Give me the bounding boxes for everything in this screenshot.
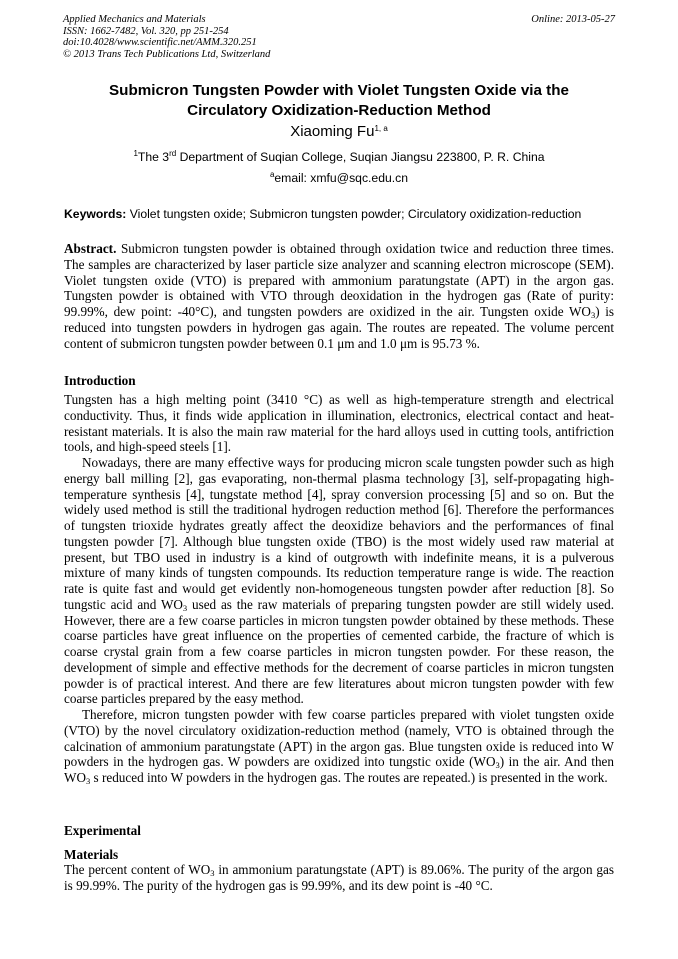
author-name: Xiaoming Fu [290,123,375,140]
introduction-body [64,392,614,786]
intro-paragraph-3 [64,707,614,786]
paper-title [60,81,618,121]
online-date: Online: 2013-05-27 [531,14,615,25]
affiliation [60,149,618,165]
affil-ordinal: rd [169,149,177,158]
intro-p2-text-b: used as the raw materials of preparing tungsten powder are still widely used. However, there are a few coarse particles in micron tungsten powder obtained by these methods. These coarse particles have great influence on the properties of cemented carbide, the fracture of which is coarse crystal grain from a few coarse particles in micron tungsten powder. For these reason, the development of simple and effective methods for the decrement of coarse particles in micron tungsten powder is of practical interest. And there are few literatures about micron tungsten powder with few coarse particles prepared by the easy method. [64,596,615,707]
affil-marker: 1 [133,149,138,158]
abstract-text-2: ) is reduced into tungsten powders in hydrogen gas again. The routes are repeated. The volume percent content of submicron tungsten powder between 0.1 μm and 1.0 μm is 95.73 %. [64,304,614,351]
materials-sub: 3 [210,868,215,878]
materials-body [64,862,614,894]
email-marker: a [269,170,275,179]
intro-paragraph-1: Tungsten has a high melting point (3410 °C) as well as high-temperature strength and electrical conductivity. Thus, it finds wide application in illumination, electronics, electrical contact and heat-resistant materials. It is also the main raw material for the hard alloys used in cutting tools, antifriction tools, and high-speed steels [1]. [64,392,614,455]
intro-p2-text-a: Nowadays, there are many effective ways for producing micron scale tungsten powder such as high energy ball milling [2], gas evaporating, non-thermal plasma technology [3], self-propagating high-temperature synthesis [4], tungstate method [4], spray conversion processing [5] and so on. But the widely used method is still the traditional hydrogen reduction method [6]. Therefore the performances of tungsten trioxide hydrates greatly affect the deoxidize behaviors and the performances of final tungsten powder [7]. Although blue tungsten oxide (TBO) is the most widely used raw material at present, but TBO used in industry is a kind of outgrowth with indefinite means, it is a pulverous mixture of many kinds of tungsten compounds. Its reduction temperature range is wide. The reaction rate is quite fast and would get evidently non-homogeneous tungsten powder after reduction [8]. So tungstic acid and WO [64,455,614,612]
title-line-1: Submicron Tungsten Powder with Violet Tungsten Oxide via the [109,82,569,99]
intro-p3-sub-1: 3 [495,760,500,771]
email-line [60,170,618,186]
abstract-label: Abstract. [64,241,117,256]
section-introduction: Introduction [64,373,136,388]
intro-paragraph-2 [64,455,614,707]
title-line-2: Circulatory Oxidization-Reduction Method [187,102,491,119]
affil-text-post: Department of Suqian College, Suqian Jiangsu 223800, P. R. China [176,150,545,164]
abstract-sub: 3 [590,310,596,320]
intro-p2-sub: 3 [182,602,188,613]
materials-text-b: in ammonium paratungstate (APT) is 89.06%. The purity of the argon gas is 99.99%. The purity of the hydrogen gas is 99.99%, and its dew point is -40 °C. [64,862,615,893]
intro-p3-text-b: ) in the air. And then WO [64,754,614,785]
subsection-materials: Materials [64,847,119,862]
copyright-line: © 2013 Trans Tech Publications Ltd, Switzerland [63,48,271,60]
intro-p3-text-c: s reduced into W powders in the hydrogen gas. The routes are repeated.) is presented in the work. [90,770,608,785]
journal-header [63,14,270,60]
keywords-label: Keywords: [64,207,127,221]
affil-text-pre: The 3 [137,150,170,164]
materials-text-a: The percent content of WO [64,862,211,877]
email-text: email: xmfu@sqc.edu.cn [274,171,409,185]
intro-p3-text-a: Therefore, micron tungsten powder with few coarse particles prepared with violet tungsten oxide (VTO) by the novel circulatory oxidization-reduction method (namely, VTO is obtained through the calcination of ammonium paratungstate (APT) in the argon gas. Blue tungsten oxide is reduced into W powders in the hydrogen gas. W powders are oxidized into tungstic oxide (WO [64,707,614,770]
keywords [64,206,624,222]
issn-line: ISSN: 1662-7482, Vol. 320, pp 251-254 [63,25,229,37]
author-affil-marker: 1, a [374,124,388,133]
section-experimental: Experimental [64,823,141,838]
abstract [64,241,614,351]
keywords-text: Violet tungsten oxide; Submicron tungsten powder; Circulatory oxidization-reduction [126,207,582,221]
intro-p3-sub-2: 3 [85,776,91,786]
abstract-text-1: Submicron tungsten powder is obtained through oxidation twice and reduction three times. The samples are characterized by laser particle size analyzer and scanning electron microscope (SEM). Violet tungsten oxide (VTO) is prepared with ammonium paratungstate (APT) in the argon gas. Tungsten powder is obtained with VTO through deoxidation in the hydrogen gas (Rate of purity: 99.99%, dew point: -40°C), and tungsten powders are oxidized in the air. Tungsten oxide WO [64,241,614,319]
journal-name: Applied Mechanics and Materials [63,14,206,25]
doi-line: doi:10.4028/www.scientific.net/AMM.320.251 [63,37,257,49]
author-line [60,123,618,141]
